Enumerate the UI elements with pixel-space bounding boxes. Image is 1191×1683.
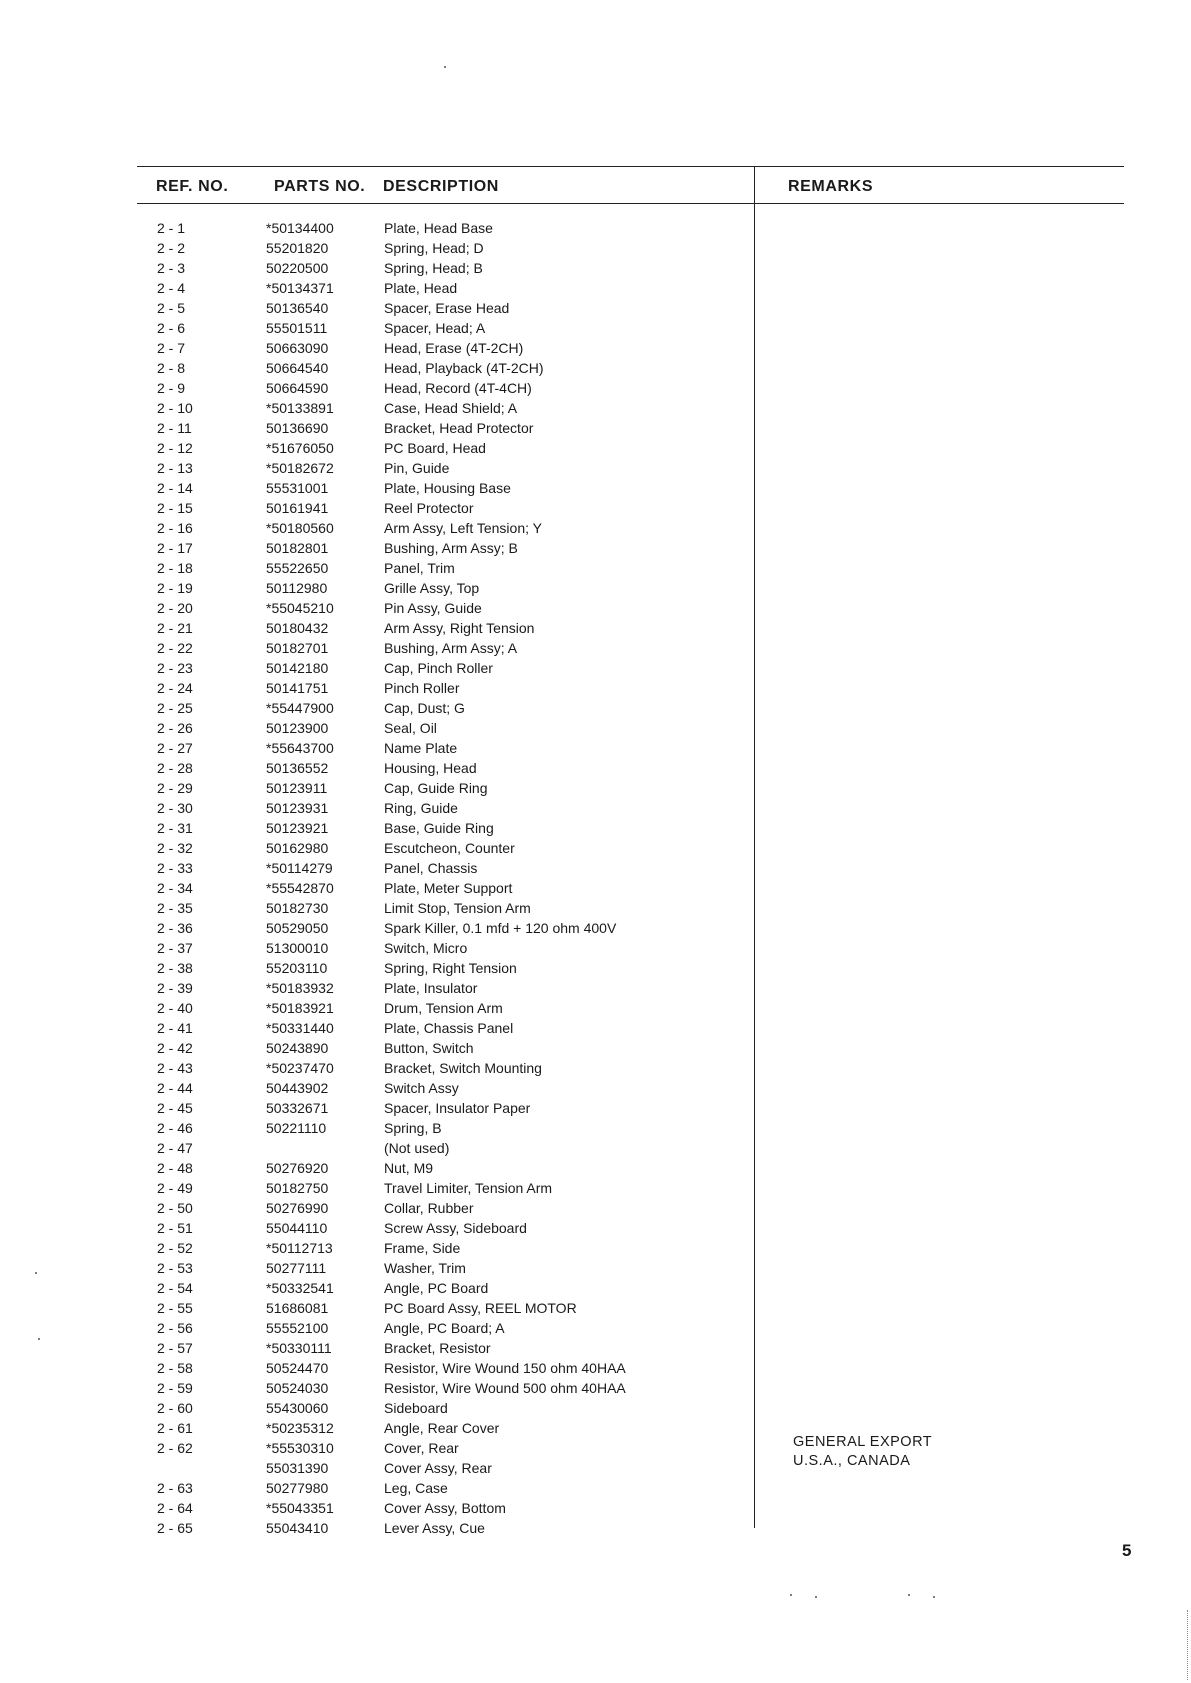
table-row	[0, 1460, 1191, 1480]
parts-no-cell: 50182730	[266, 900, 329, 916]
table-row	[0, 1360, 1191, 1380]
ref-no-cell: 2 - 21	[157, 620, 193, 636]
parts-no-cell: 50182750	[266, 1180, 329, 1196]
parts-no-cell: *55542870	[266, 880, 334, 896]
parts-no-cell: *50182672	[266, 460, 334, 476]
ref-no-cell: 2 - 48	[157, 1160, 193, 1176]
table-row	[0, 1260, 1191, 1280]
ref-no-cell: 2 - 31	[157, 820, 193, 836]
table-row	[0, 1320, 1191, 1340]
parts-no-cell: 50220500	[266, 260, 329, 276]
parts-no-cell: *55530310	[266, 1440, 334, 1456]
ref-no-cell: 2 - 62	[157, 1440, 193, 1456]
scan-speck	[790, 1594, 792, 1596]
remarks-line: GENERAL EXPORT	[793, 1434, 933, 1450]
parts-no-cell: 50663090	[266, 340, 329, 356]
description-cell: Angle, Rear Cover	[384, 1420, 500, 1436]
table-row	[0, 380, 1191, 400]
ref-no-cell: 2 - 20	[157, 600, 193, 616]
description-cell: Cover Assy, Rear	[384, 1460, 492, 1476]
description-cell: Switch, Micro	[384, 940, 468, 956]
parts-no-cell: *50134371	[266, 280, 334, 296]
parts-no-cell: *50180560	[266, 520, 334, 536]
ref-no-cell: 2 - 22	[157, 640, 193, 656]
table-row	[0, 540, 1191, 560]
table-row	[0, 520, 1191, 540]
table-top-rule	[137, 166, 1124, 167]
description-cell: Grille Assy, Top	[384, 580, 480, 596]
description-cell: Limit Stop, Tension Arm	[384, 900, 531, 916]
parts-no-cell: 50162980	[266, 840, 329, 856]
table-row	[0, 320, 1191, 340]
ref-no-cell: 2 - 46	[157, 1120, 193, 1136]
ref-no-cell: 2 - 1	[157, 220, 186, 236]
ref-no-cell: 2 - 49	[157, 1180, 193, 1196]
description-cell: Plate, Chassis Panel	[384, 1020, 514, 1036]
ref-no-cell: 2 - 11	[157, 420, 192, 436]
parts-no-cell: *50134400	[266, 220, 334, 236]
description-cell: Pin, Guide	[384, 460, 450, 476]
table-row	[0, 760, 1191, 780]
table-row	[0, 600, 1191, 620]
table-row	[0, 720, 1191, 740]
parts-no-cell: 50123900	[266, 720, 329, 736]
ref-no-cell: 2 - 17	[157, 540, 193, 556]
scan-speck	[38, 1338, 40, 1340]
description-cell: Cover, Rear	[384, 1440, 459, 1456]
header-ref-no: REF. NO.	[156, 178, 229, 195]
table-row	[0, 920, 1191, 940]
table-row	[0, 900, 1191, 920]
table-row	[0, 220, 1191, 240]
description-cell: PC Board Assy, REEL MOTOR	[384, 1300, 577, 1316]
parts-no-cell: 55531001	[266, 480, 329, 496]
description-cell: Bracket, Head Protector	[384, 420, 534, 436]
parts-no-cell: 55201820	[266, 240, 329, 256]
parts-no-cell: 50332671	[266, 1100, 329, 1116]
table-row	[0, 880, 1191, 900]
table-row	[0, 1100, 1191, 1120]
description-cell: Spring, Right Tension	[384, 960, 517, 976]
table-row	[0, 1240, 1191, 1260]
ref-no-cell: 2 - 9	[157, 380, 186, 396]
table-row	[0, 1000, 1191, 1020]
parts-no-cell: 50524030	[266, 1380, 329, 1396]
parts-no-cell: *50133891	[266, 400, 334, 416]
table-row	[0, 1380, 1191, 1400]
table-row	[0, 440, 1191, 460]
table-row	[0, 800, 1191, 820]
table-row	[0, 1500, 1191, 1520]
description-cell: Bracket, Resistor	[384, 1340, 491, 1356]
description-cell: Drum, Tension Arm	[384, 1000, 503, 1016]
parts-no-cell: 50136690	[266, 420, 329, 436]
ref-no-cell: 2 - 45	[157, 1100, 193, 1116]
parts-no-cell: *50183921	[266, 1000, 334, 1016]
parts-no-cell: 50243890	[266, 1040, 329, 1056]
header-remarks: REMARKS	[788, 178, 874, 195]
description-cell: Plate, Head Base	[384, 220, 493, 236]
remarks-line: U.S.A., CANADA	[793, 1453, 911, 1469]
table-row	[0, 940, 1191, 960]
description-cell: Cap, Guide Ring	[384, 780, 488, 796]
parts-no-cell: 50182701	[266, 640, 329, 656]
scan-speck	[908, 1594, 910, 1596]
ref-no-cell: 2 - 42	[157, 1040, 193, 1056]
description-cell: Screw Assy, Sideboard	[384, 1220, 527, 1236]
description-cell: Bushing, Arm Assy; B	[384, 540, 518, 556]
table-row	[0, 1200, 1191, 1220]
table-row	[0, 1420, 1191, 1440]
parts-no-cell: 50529050	[266, 920, 329, 936]
ref-no-cell: 2 - 2	[157, 240, 186, 256]
parts-no-cell: 50136540	[266, 300, 329, 316]
parts-no-cell: 50277980	[266, 1480, 329, 1496]
description-cell: Cap, Dust; G	[384, 700, 465, 716]
parts-no-cell: 55043410	[266, 1520, 329, 1536]
scan-speck	[35, 1272, 37, 1274]
description-cell: Plate, Insulator	[384, 980, 478, 996]
table-row	[0, 1400, 1191, 1420]
ref-no-cell: 2 - 36	[157, 920, 193, 936]
ref-no-cell: 2 - 57	[157, 1340, 193, 1356]
table-row	[0, 1480, 1191, 1500]
description-cell: Bracket, Switch Mounting	[384, 1060, 542, 1076]
description-cell: Travel Limiter, Tension Arm	[384, 1180, 553, 1196]
ref-no-cell: 2 - 58	[157, 1360, 193, 1376]
ref-no-cell: 2 - 28	[157, 760, 193, 776]
table-row	[0, 300, 1191, 320]
scan-edge	[1187, 1610, 1188, 1680]
parts-no-cell: *55043351	[266, 1500, 334, 1516]
description-cell: Panel, Chassis	[384, 860, 478, 876]
parts-no-cell: 50443902	[266, 1080, 329, 1096]
parts-no-cell: 50112980	[266, 580, 328, 596]
description-cell: Case, Head Shield; A	[384, 400, 518, 416]
ref-no-cell: 2 - 19	[157, 580, 193, 596]
table-row	[0, 400, 1191, 420]
parts-no-cell: 55552100	[266, 1320, 329, 1336]
parts-no-cell: *50330111	[266, 1340, 332, 1356]
description-cell: Resistor, Wire Wound 150 ohm 40HAA	[384, 1360, 626, 1376]
description-cell: Ring, Guide	[384, 800, 458, 816]
parts-no-cell: *55447900	[266, 700, 334, 716]
parts-no-cell: *50331440	[266, 1020, 334, 1036]
description-cell: Switch Assy	[384, 1080, 459, 1096]
parts-no-cell: 55044110	[266, 1220, 328, 1236]
description-cell: Resistor, Wire Wound 500 ohm 40HAA	[384, 1380, 626, 1396]
description-cell: Cap, Pinch Roller	[384, 660, 493, 676]
description-cell: PC Board, Head	[384, 440, 486, 456]
ref-no-cell: 2 - 51	[157, 1220, 193, 1236]
ref-no-cell: 2 - 50	[157, 1200, 193, 1216]
ref-no-cell: 2 - 59	[157, 1380, 193, 1396]
table-row	[0, 1160, 1191, 1180]
ref-no-cell: 2 - 47	[157, 1140, 193, 1156]
table-row	[0, 460, 1191, 480]
parts-no-cell: 55203110	[266, 960, 328, 976]
scan-speck	[933, 1596, 935, 1598]
ref-no-cell: 2 - 13	[157, 460, 193, 476]
table-row	[0, 1020, 1191, 1040]
parts-no-cell: 50141751	[266, 680, 329, 696]
header-description: DESCRIPTION	[383, 178, 499, 195]
table-row	[0, 340, 1191, 360]
parts-no-cell: 50664540	[266, 360, 329, 376]
ref-no-cell: 2 - 39	[157, 980, 193, 996]
description-cell: Plate, Head	[384, 280, 458, 296]
ref-no-cell: 2 - 60	[157, 1400, 193, 1416]
description-cell: Spark Killer, 0.1 mfd + 120 ohm 400V	[384, 920, 617, 936]
ref-no-cell: 2 - 30	[157, 800, 193, 816]
table-row	[0, 680, 1191, 700]
table-row	[0, 620, 1191, 640]
scan-speck	[444, 66, 446, 68]
description-cell: Collar, Rubber	[384, 1200, 474, 1216]
table-row	[0, 1120, 1191, 1140]
table-row	[0, 1300, 1191, 1320]
header-parts-no: PARTS NO.	[274, 178, 366, 195]
description-cell: Nut, M9	[384, 1160, 434, 1176]
description-cell: Angle, PC Board	[384, 1280, 489, 1296]
parts-no-cell: 55522650	[266, 560, 329, 576]
parts-no-cell: 50136552	[266, 760, 329, 776]
description-cell: Sideboard	[384, 1400, 448, 1416]
description-cell: Leg, Case	[384, 1480, 448, 1496]
table-row	[0, 700, 1191, 720]
ref-no-cell: 2 - 26	[157, 720, 193, 736]
description-cell: Name Plate	[384, 740, 458, 756]
parts-no-cell: *50235312	[266, 1420, 334, 1436]
parts-no-cell: 50123931	[266, 800, 329, 816]
ref-no-cell: 2 - 54	[157, 1280, 193, 1296]
table-row	[0, 1340, 1191, 1360]
ref-no-cell: 2 - 61	[157, 1420, 193, 1436]
ref-no-cell: 2 - 33	[157, 860, 193, 876]
description-cell: Reel Protector	[384, 500, 474, 516]
ref-no-cell: 2 - 52	[157, 1240, 193, 1256]
description-cell: Spring, Head; D	[384, 240, 484, 256]
parts-no-cell: 55031390	[266, 1460, 329, 1476]
parts-no-cell: *50237470	[266, 1060, 334, 1076]
parts-no-cell: 50276920	[266, 1160, 329, 1176]
table-row	[0, 360, 1191, 380]
parts-no-cell: *55643700	[266, 740, 334, 756]
parts-no-cell: 50182801	[266, 540, 329, 556]
parts-no-cell: 50142180	[266, 660, 329, 676]
ref-no-cell: 2 - 5	[157, 300, 186, 316]
description-cell: Spring, B	[384, 1120, 442, 1136]
table-row	[0, 860, 1191, 880]
ref-no-cell: 2 - 25	[157, 700, 193, 716]
parts-no-cell: 50123911	[266, 780, 328, 796]
description-cell: Spacer, Head; A	[384, 320, 486, 336]
table-row	[0, 1280, 1191, 1300]
table-row	[0, 640, 1191, 660]
parts-no-cell: 50180432	[266, 620, 329, 636]
table-row	[0, 480, 1191, 500]
parts-no-cell: 55430060	[266, 1400, 329, 1416]
ref-no-cell: 2 - 12	[157, 440, 193, 456]
description-cell: Cover Assy, Bottom	[384, 1500, 506, 1516]
table-row	[0, 560, 1191, 580]
table-row	[0, 1080, 1191, 1100]
ref-no-cell: 2 - 14	[157, 480, 193, 496]
ref-no-cell: 2 - 41	[157, 1020, 193, 1036]
ref-no-cell: 2 - 10	[157, 400, 193, 416]
parts-no-cell: 55501511	[266, 320, 328, 336]
ref-no-cell: 2 - 35	[157, 900, 193, 916]
parts-no-cell: *51676050	[266, 440, 334, 456]
parts-no-cell: 50277111	[266, 1260, 327, 1276]
description-cell: Arm Assy, Right Tension	[384, 620, 535, 636]
ref-no-cell: 2 - 24	[157, 680, 193, 696]
table-row	[0, 580, 1191, 600]
description-cell: Spring, Head; B	[384, 260, 483, 276]
description-cell: Plate, Meter Support	[384, 880, 513, 896]
table-row	[0, 1220, 1191, 1240]
ref-no-cell: 2 - 8	[157, 360, 186, 376]
description-cell: Lever Assy, Cue	[384, 1520, 485, 1536]
description-cell: Bushing, Arm Assy; A	[384, 640, 518, 656]
ref-no-cell: 2 - 15	[157, 500, 193, 516]
table-row	[0, 840, 1191, 860]
parts-no-cell: *50112713	[266, 1240, 333, 1256]
description-cell: Spacer, Erase Head	[384, 300, 510, 316]
parts-no-cell: *50332541	[266, 1280, 334, 1296]
ref-no-cell: 2 - 4	[157, 280, 186, 296]
table-row	[0, 1040, 1191, 1060]
table-row	[0, 980, 1191, 1000]
parts-no-cell: 50276990	[266, 1200, 329, 1216]
table-row	[0, 240, 1191, 260]
scan-speck	[815, 1596, 817, 1598]
description-cell: Escutcheon, Counter	[384, 840, 515, 856]
table-row	[0, 1180, 1191, 1200]
description-cell: Pin Assy, Guide	[384, 600, 482, 616]
table-row	[0, 1060, 1191, 1080]
ref-no-cell: 2 - 55	[157, 1300, 193, 1316]
table-row	[0, 1140, 1191, 1160]
ref-no-cell: 2 - 40	[157, 1000, 193, 1016]
table-row	[0, 960, 1191, 980]
table-row	[0, 500, 1191, 520]
ref-no-cell: 2 - 56	[157, 1320, 193, 1336]
parts-no-cell: *50183932	[266, 980, 334, 996]
ref-no-cell: 2 - 53	[157, 1260, 193, 1276]
table-row	[0, 820, 1191, 840]
description-cell: Washer, Trim	[384, 1260, 466, 1276]
ref-no-cell: 2 - 32	[157, 840, 193, 856]
parts-no-cell: *50114279	[266, 860, 333, 876]
description-cell: (Not used)	[384, 1140, 450, 1156]
ref-no-cell: 2 - 29	[157, 780, 193, 796]
table-row	[0, 780, 1191, 800]
description-cell: Angle, PC Board; A	[384, 1320, 505, 1336]
ref-no-cell: 2 - 16	[157, 520, 193, 536]
description-cell: Housing, Head	[384, 760, 477, 776]
table-row	[0, 740, 1191, 760]
table-row	[0, 260, 1191, 280]
ref-no-cell: 2 - 43	[157, 1060, 193, 1076]
parts-no-cell: *55045210	[266, 600, 334, 616]
parts-no-cell: 50524470	[266, 1360, 329, 1376]
parts-no-cell: 50221110	[266, 1120, 327, 1136]
ref-no-cell: 2 - 44	[157, 1080, 193, 1096]
ref-no-cell: 2 - 6	[157, 320, 186, 336]
ref-no-cell: 2 - 64	[157, 1500, 193, 1516]
description-cell: Button, Switch	[384, 1040, 474, 1056]
ref-no-cell: 2 - 37	[157, 940, 193, 956]
table-row	[0, 1440, 1191, 1460]
table-row	[0, 420, 1191, 440]
table-row	[0, 1520, 1191, 1540]
ref-no-cell: 2 - 34	[157, 880, 193, 896]
description-cell: Spacer, Insulator Paper	[384, 1100, 531, 1116]
description-cell: Head, Record (4T-4CH)	[384, 380, 532, 396]
parts-no-cell: 51300010	[266, 940, 329, 956]
description-cell: Arm Assy, Left Tension; Y	[384, 520, 542, 536]
ref-no-cell: 2 - 7	[157, 340, 186, 356]
parts-no-cell: 50664590	[266, 380, 329, 396]
page-number: 5	[1122, 1541, 1132, 1560]
description-cell: Pinch Roller	[384, 680, 460, 696]
ref-no-cell: 2 - 65	[157, 1520, 193, 1536]
ref-no-cell: 2 - 23	[157, 660, 193, 676]
description-cell: Frame, Side	[384, 1240, 461, 1256]
parts-no-cell: 51686081	[266, 1300, 329, 1316]
ref-no-cell: 2 - 3	[157, 260, 186, 276]
parts-list	[0, 220, 1191, 1540]
ref-no-cell: 2 - 38	[157, 960, 193, 976]
ref-no-cell: 2 - 27	[157, 740, 193, 756]
table-header-rule	[137, 203, 1124, 204]
description-cell: Seal, Oil	[384, 720, 437, 736]
table-row	[0, 280, 1191, 300]
parts-no-cell: 50161941	[266, 500, 329, 516]
description-cell: Head, Erase (4T-2CH)	[384, 340, 524, 356]
description-cell: Plate, Housing Base	[384, 480, 511, 496]
remarks-note	[793, 1433, 932, 1471]
description-cell: Base, Guide Ring	[384, 820, 494, 836]
ref-no-cell: 2 - 18	[157, 560, 193, 576]
table-row	[0, 660, 1191, 680]
description-cell: Panel, Trim	[384, 560, 455, 576]
description-cell: Head, Playback (4T-2CH)	[384, 360, 544, 376]
parts-no-cell: 50123921	[266, 820, 329, 836]
ref-no-cell: 2 - 63	[157, 1480, 193, 1496]
